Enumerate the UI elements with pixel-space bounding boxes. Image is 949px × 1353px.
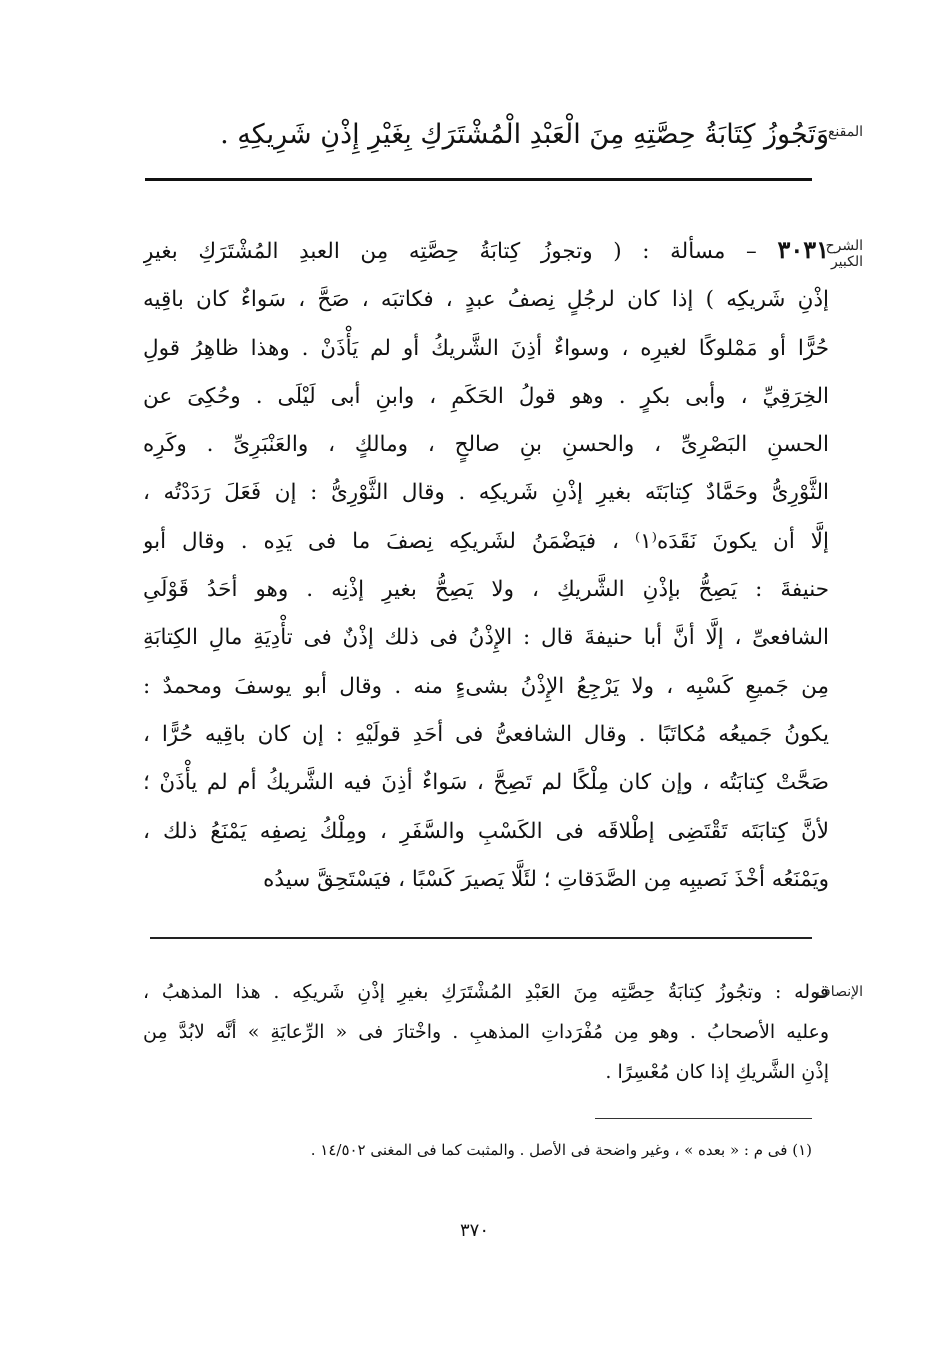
sharh-label: الشرح الكبير — [825, 238, 863, 270]
header-divider — [145, 178, 812, 181]
sharh-line: ويَمْنَعُه أخْذَ نَصيبِه مِن الصَّدَقاتِ ؛ لئَلَّا يَصيرَ كَسْبًا ، فيَسْتَحِقَّ سيدُه — [263, 866, 829, 892]
footnote: (١) فى م : « بعده » ، وغير واضحة فى الأصل . والمثبت كما فى المغنى ١٤/٥٠٢ . — [310, 1141, 812, 1159]
sharh-line: الخِرَقِيِّ ، وأبى بكرٍ . وهو قولُ الحَكَمِ ، وابنِ أبى لَيْلَى . وحُكِىَ عن — [143, 383, 829, 409]
section-divider — [150, 937, 812, 939]
sharh-line: لأنَّ كِتابَتَه تَقْتَضِى إطْلاقَه فى الكَسْبِ والسَّفَرِ ، ومِلْكُ نِصفِه يَمْنَعُ ذلك ، — [143, 818, 829, 844]
muqni-text: وَتَجُوزُ كِتَابَةُ حِصَّتِهِ مِنَ الْعَبْدِ الْمُشْتَرَكِ بِغَيْرِ إِذْنِ شَرِيكِهِ . — [220, 119, 829, 150]
insaf-line: قوله : وتجُوزُ كِتابَةُ حِصَّتِه مِنَ العَبْدِ المُشْتَرَكِ بغيرِ إذْنِ شَريكِه . هذا المذهبُ ، — [143, 981, 829, 1003]
page-number: ٣٧٠ — [459, 1220, 489, 1241]
sharh-line: الثَّوْرِىُّ وحَمَّادٌ كِتابَتَه بغيرِ إذْنِ شَريكِه . وقال الثَّوْرِىُّ : إن فَعَلَ رَدَدْتُه ، — [143, 480, 829, 506]
sharh-line: ٣٠٣١ – مسألة : ( وتجوزُ كِتابَةُ حِصَّتِه مِن العبدِ المُشْتَرَكِ بغيرِ — [143, 235, 829, 264]
issue-number: ٣٠٣١ — [777, 235, 829, 264]
muqni-label: المقنع — [827, 124, 863, 140]
sharh-body — [143, 226, 829, 904]
sharh-line: إلَّا أن يكونَ نَقَدَه⁽١⁾ ، فيَضْمَنُ لشَريكِه نِصفَ ما فى يَدِه . وقال أبو — [143, 528, 829, 554]
sharh-line: مِن جَميعِ كَسْبِه ، ولا يَرْجِعُ الإِذْنُ بشىءٍ منه . وقال أبو يوسفَ ومحمدٌ : — [143, 673, 829, 699]
sharh-line: إذْنِ شَريكِه ) إذا كان لرجُلٍ نِصفُ عبدٍ ، فكاتبَه ، صَحَّ ، سَواءٌ كان باقِيه — [143, 287, 829, 313]
sharh-line: حنيفةَ : يَصِحُّ بإذْنِ الشَّريكِ ، ولا يَصِحُّ بغيرِ إذْنِه . وهو أحَدُ قَوْلَىِ — [143, 577, 829, 603]
insaf-label: الإنصاف — [816, 984, 863, 1000]
insaf-line: وعليه الأصحابُ . وهو مِن مُفْرَداتِ المذهبِ . واخْتارَ فى « الرِّعايَةِ » أنَّه لابُدَّ مِن — [143, 1021, 829, 1043]
insaf-line: إذْنِ الشَّريكِ إذا كان مُعْسِرًا . — [605, 1061, 829, 1083]
sharh-line: يكونُ جَميعُه مُكاتَبًا . وقال الشافعىُّ فى أحَدِ قولَيْهِ : إن كان باقِيه حُرًّا ، — [143, 721, 829, 747]
sharh-line: حُرًّا أو مَمْلوكًا لغيرِه ، وسواءٌ أذِنَ الشَّريكُ أو لم يَأْذَنْ . وهذا ظاهِرُ قولِ — [143, 335, 829, 361]
sharh-line: الشافعىِّ ، إلَّا أنَّ أبا حنيفةَ قال : الإِذْنُ فى ذلك إذْنٌ فى تأْدِيَةِ مالِ الكِتابَةِ — [143, 625, 829, 651]
sharh-line: صَحَّتْ كِتابَتُه ، وإن كان مِلْكًا لم تَصِحَّ ، سَواءٌ أذِنَ فيه الشَّريكُ أم لم يأْذَنْ ؛ — [143, 770, 829, 796]
insaf-body — [143, 972, 829, 1092]
footnote-divider — [595, 1118, 812, 1119]
sharh-line: الحسنِ البَصْرِىِّ ، والحسنِ بنِ صالحٍ ، ومالكٍ ، والعَنْبَرِىِّ . وكَرِه — [143, 432, 829, 458]
